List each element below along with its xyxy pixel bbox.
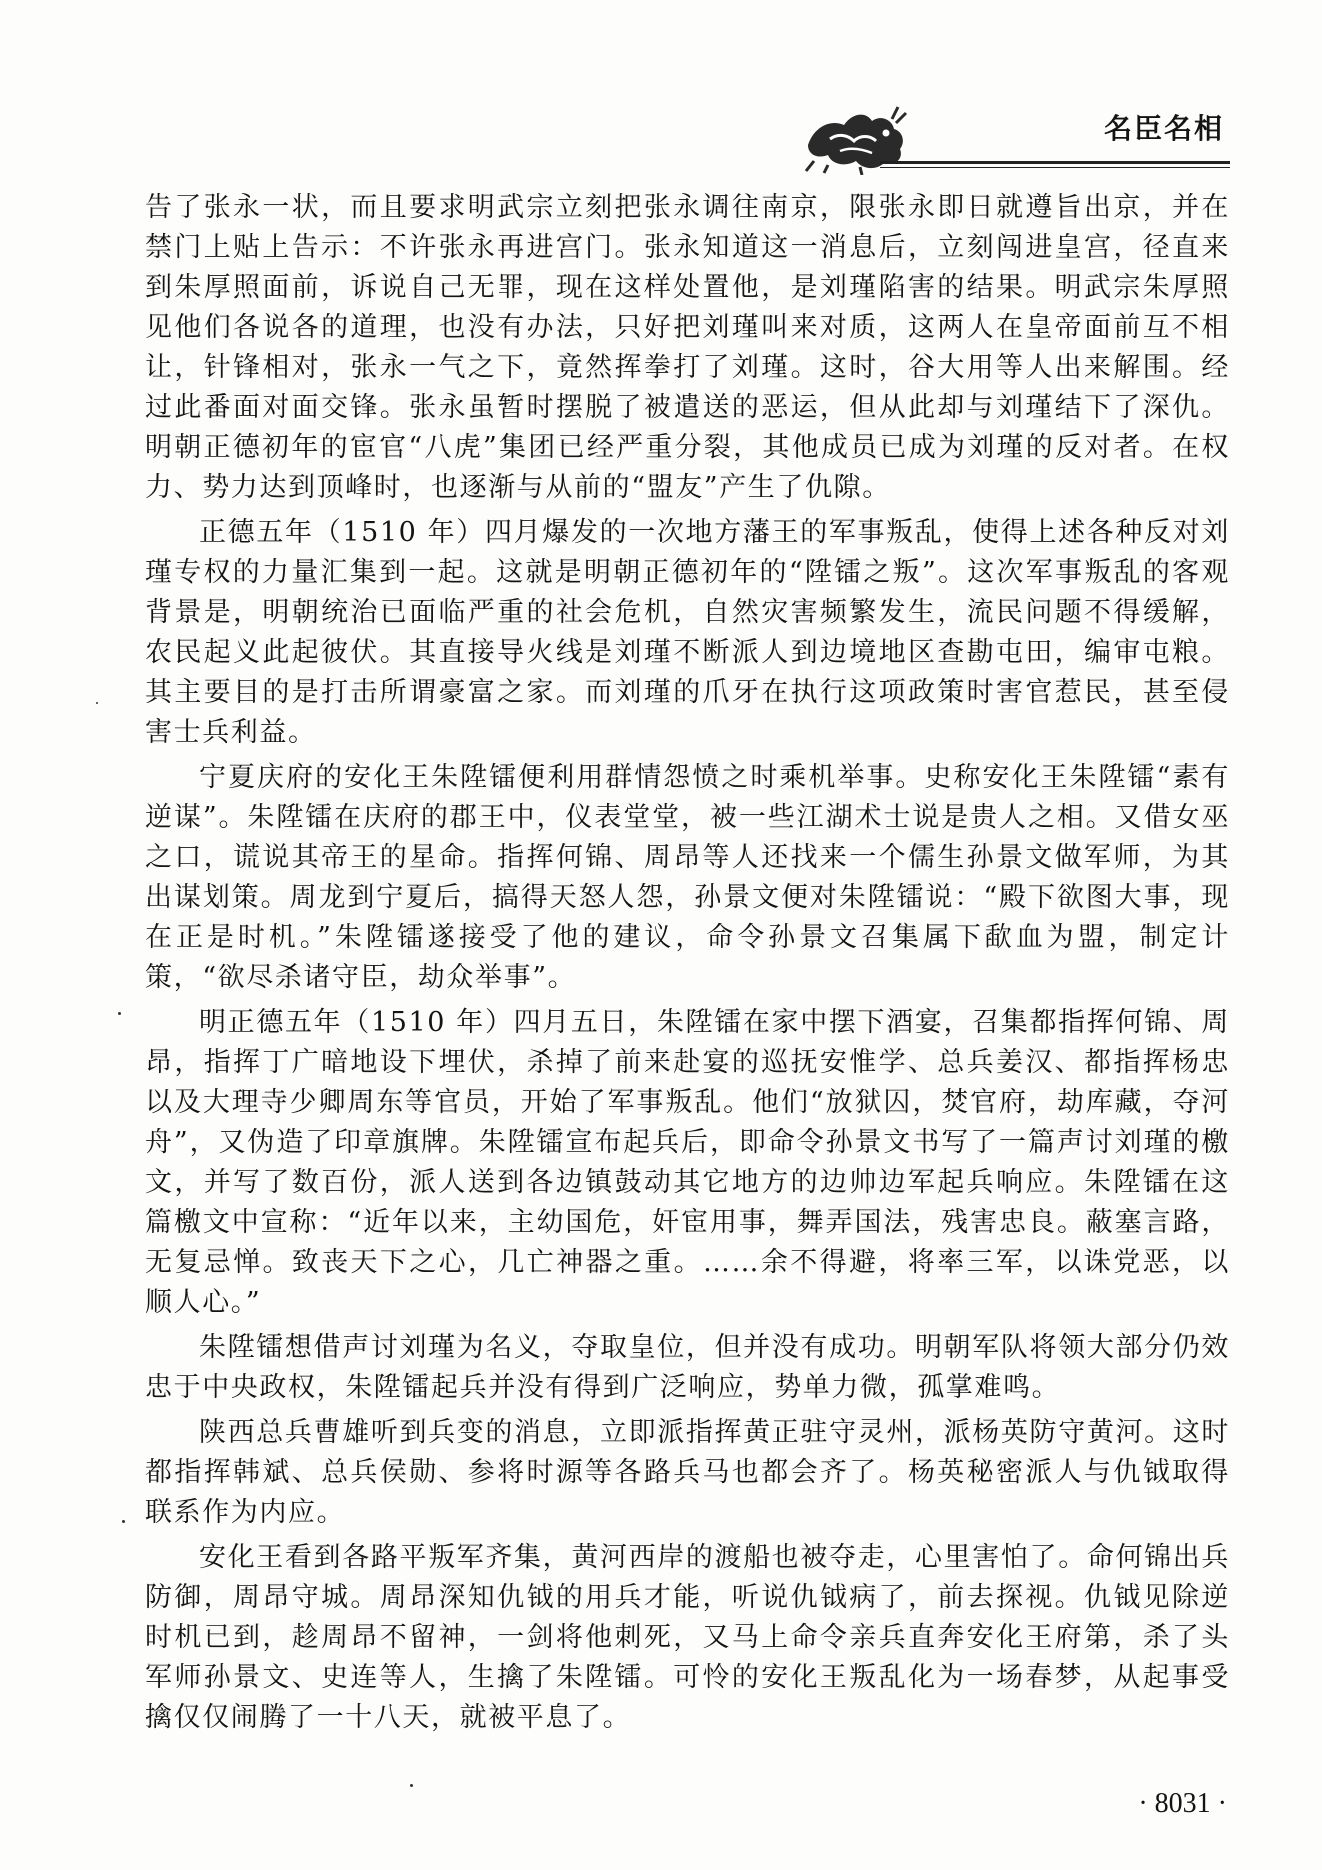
header-rule	[880, 161, 1230, 164]
scan-speck	[118, 1012, 121, 1015]
header-rule-thin	[880, 167, 1230, 168]
dragon-emblem-icon	[800, 105, 910, 175]
running-header	[800, 95, 1230, 185]
paragraph: 安化王看到各路平叛军齐集，黄河西岸的渡船也被夺走，心里害怕了。命何锦出兵防御，周昂守城。周昂深知仇钺的用兵才能，听说仇钺病了，前去探视。仇钺见除逆时机已到，趁周昂不留神，一剑将他刺死，又马上命令亲兵直奔安化王府第，杀了头军师孙景文、史连等人，生擒了朱陞镭。可怜的安化王叛乱化为一场春梦，从起事受擒仅仅闹腾了一十八天，就被平息了。	[145, 1542, 1230, 1733]
page-number: · 8031 ·	[1138, 1788, 1227, 1819]
scan-speck	[410, 1784, 413, 1787]
header-title: 名臣名相	[1103, 112, 1224, 145]
paragraph: 告了张永一状，而且要求明武宗立刻把张永调往南京，限张永即日就遵旨出京，并在禁门上贴上告示：不许张永再进宫门。张永知道这一消息后，立刻闯进皇宫，径直来到朱厚照面前，诉说自己无罪，现在这样处置他，是刘瑾陷害的结果。明武宗朱厚照见他们各说各的道理，也没有办法，只好把刘瑾叫来对质，这两人在皇帝面前互不相让，针锋相对，张永一气之下，竟然挥拳打了刘瑾。这时，谷大用等人出来解围。经过此番面对面交锋。张永虽暂时摆脱了被遣送的恶运，但从此却与刘瑾结下了深仇。明朝正德初年的宦官“八虎”集团已经严重分裂，其他成员已成为刘瑾的反对者。在权力、势力达到顶峰时，也逐渐与从前的“盟友”产生了仇隙。	[145, 192, 1230, 503]
paragraph: 正德五年（1510 年）四月爆发的一次地方藩王的军事叛乱，使得上述各种反对刘瑾专权的力量汇集到一起。这就是明朝正德初年的“陞镭之叛”。这次军事叛乱的客观背景是，明朝统治已面临严重的社会危机，自然灾害频繁发生，流民问题不得缓解，农民起义此起彼伏。其直接导火线是刘瑾不断派人到边境地区查勘屯田，编审屯粮。其主要目的是打击所谓豪富之家。而刘瑾的爪牙在执行这项政策时害官惹民，甚至侵害士兵利益。	[145, 517, 1230, 748]
paragraph: 陕西总兵曹雄听到兵变的消息，立即派指挥黄正驻守灵州，派杨英防守黄河。这时都指挥韩斌、总兵侯勋、参将时源等各路兵马也都会齐了。杨英秘密派人与仇钺取得联系作为内应。	[145, 1417, 1230, 1528]
scan-speck	[122, 1520, 125, 1523]
paragraph: 明正德五年（1510 年）四月五日，朱陞镭在家中摆下酒宴，召集都指挥何锦、周昂，指挥丁广暗地设下埋伏，杀掉了前来赴宴的巡抚安惟学、总兵姜汉、都指挥杨忠以及大理寺少卿周东等官员，开始了军事叛乱。他们“放狱囚，焚官府，劫库藏，夺河舟”，又伪造了印章旗牌。朱陞镭宣布起兵后，即命令孙景文书写了一篇声讨刘瑾的檄文，并写了数百份，派人送到各边镇鼓动其它地方的边帅边军起兵响应。朱陞镭在这篇檄文中宣称：“近年以来，主幼国危，奸宦用事，舞弄国法，残害忠良。蔽塞言路，无复忌惮。致丧天下之心，几亡神器之重。……余不得避，将率三军，以诛党恶，以顺人心。”	[145, 1007, 1230, 1318]
paragraph: 朱陞镭想借声讨刘瑾为名义，夺取皇位，但并没有成功。明朝军队将领大部分仍效忠于中央政权，朱陞镭起兵并没有得到广泛响应，势单力微，孤掌难鸣。	[145, 1332, 1230, 1403]
scan-speck	[96, 702, 98, 704]
paragraph: 宁夏庆府的安化王朱陞镭便利用群情怨愤之时乘机举事。史称安化王朱陞镭“素有逆谋”。朱陞镭在庆府的郡王中，仪表堂堂，被一些江湖术士说是贵人之相。又借女巫之口，谎说其帝王的星命。指挥何锦、周昂等人还找来一个儒生孙景文做军师，为其出谋划策。周龙到宁夏后，搞得天怒人怨，孙景文便对朱陞镭说：“殿下欲图大事，现在正是时机。”朱陞镭遂接受了他的建议，命令孙景文召集属下歃血为盟，制定计策，“欲尽杀诸守臣，劫众举事”。	[145, 762, 1230, 993]
text-body	[145, 188, 1230, 1738]
